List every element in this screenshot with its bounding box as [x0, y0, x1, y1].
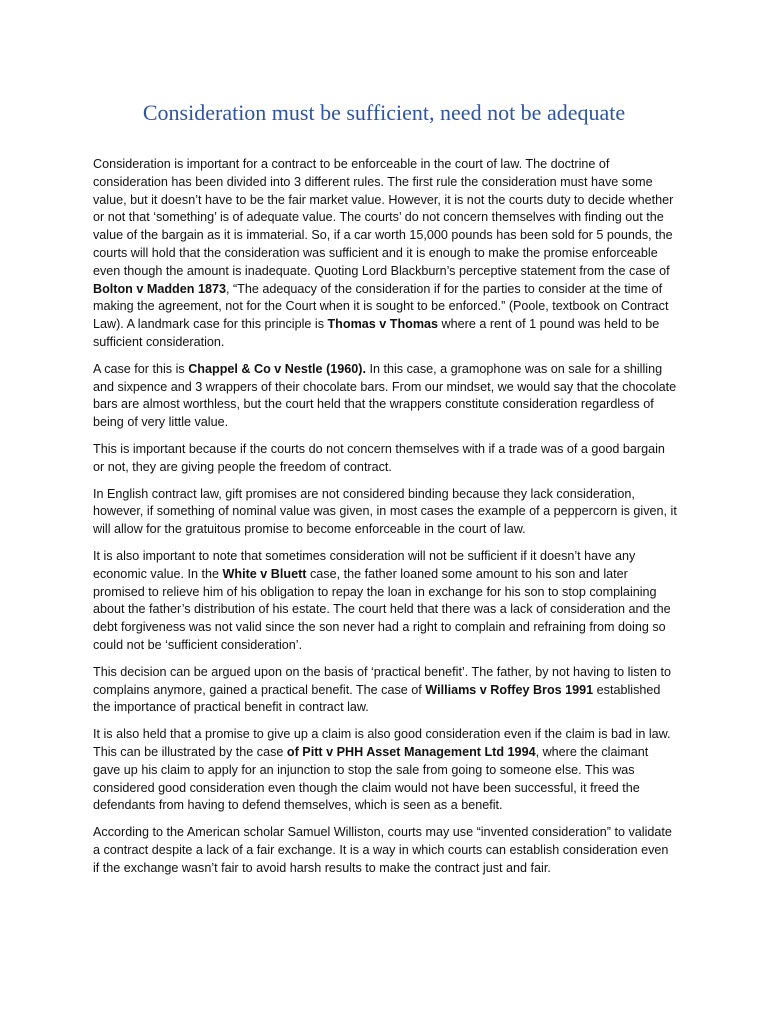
- case-name: White v Bluett: [222, 566, 307, 581]
- paragraph-text: Consideration is important for a contract to be enforceable in the court of law. The doctrine of consideration has been divided into 3 different rules. The first rule the consideration must have some value, but it doesn’t have to be the fair market value. However, it is not the courts duty to decide whether or not that ‘something’ is of adequate value. The courts’ do not concern themselves with finding out the value of the bargain as it is immaterial. So, if a car worth 15,000 pounds has been sold for 5 pounds, the courts will hold that the consideration was sufficient and it is enough to make the promise enforceable even though the amount is inadequate. Quoting Lord Blackburn’s perceptive statement from the case of: [93, 157, 674, 278]
- paragraph-8: [93, 824, 677, 877]
- paragraph-text: established the importance of practical benefit in contract law.: [93, 682, 661, 715]
- paragraph-5: [93, 548, 677, 655]
- paragraph-2: [93, 361, 677, 432]
- paragraph-text: It is also important to note that sometimes consideration will not be sufficient if it doesn’t have any economic value. In the: [93, 548, 636, 581]
- paragraph-text: According to the American scholar Samuel Williston, courts may use “invented consideration” to validate a contract despite a lack of a fair exchange. It is a way in which courts can establish consideration even if the exchange wasn’t fair to avoid harsh results to make the contract just and fair.: [93, 825, 672, 875]
- paragraph-text: , where the claimant gave up his claim to apply for an injunction to stop the sale from going to someone else. This was considered good consideration even though the claim would not have been successful, it freed the defendants from having to defend themselves, which is seen as a benefit.: [93, 744, 649, 813]
- document-body: [93, 156, 677, 886]
- paragraph-1: [93, 156, 677, 352]
- paragraph-text: In this case, a gramophone was on sale for a shilling and sixpence and 3 wrappers of their chocolate bars. From our mindset, we would say that the chocolate bars are almost worthless, but the court held that the wrappers constitute consideration regardless of being of very little value.: [93, 361, 677, 430]
- paragraph-6: [93, 664, 677, 717]
- paragraph-3: [93, 441, 677, 477]
- case-name: Thomas v Thomas: [327, 317, 439, 332]
- paragraph-text: This decision can be argued upon on the basis of ‘practical benefit’. The father, by not having to listen to complains anymore, gained a practical benefit. The case of: [93, 664, 672, 697]
- paragraph-text: This is important because if the courts do not concern themselves with if a trade was of a good bargain or not, they are giving people the freedom of contract.: [93, 441, 665, 474]
- paragraph-text: In English contract law, gift promises are not considered binding because they lack consideration, however, if something of nominal value was given, in most cases the example of a peppercorn is given, it will allow for the gratuitous promise to become enforceable in the court of law.: [93, 486, 677, 537]
- paragraph-7: [93, 726, 677, 815]
- case-name: Bolton v Madden 1873: [93, 281, 226, 296]
- paragraph-4: [93, 486, 677, 539]
- document-title: Consideration must be sufficient, need not be adequate: [142, 100, 626, 125]
- paragraph-text: case, the father loaned some amount to his son and later promised to relieve him of his obligation to repay the loan in exchange for his son to stop complaining about the father’s distribution of his estate. The court held that there was a lack of consideration and the debt forgiveness was not valid since the son never had a right to complain and refraining from doing so could not be ‘sufficient consideration’.: [93, 566, 671, 652]
- case-name: Chappel & Co v Nestle (1960).: [188, 361, 366, 376]
- paragraph-text: A case for this is: [93, 361, 189, 376]
- paragraph-text: It is also held that a promise to give up a claim is also good consideration even if the claim is bad in law. This can be illustrated by the case: [93, 727, 671, 759]
- paragraph-text: , “The adequacy of the consideration if for the parties to consider at the time of making the agreement, not for the Court when it is sought to be enforced.” (Poole, textbook on Contract Law). A landmark case for this principle is: [93, 281, 669, 332]
- paragraph-text: where a rent of 1 pound was held to be sufficient consideration.: [93, 317, 660, 349]
- case-name: Williams v Roffey Bros 1991: [425, 682, 594, 697]
- case-name: of Pitt v PHH Asset Management Ltd 1994: [286, 744, 536, 759]
